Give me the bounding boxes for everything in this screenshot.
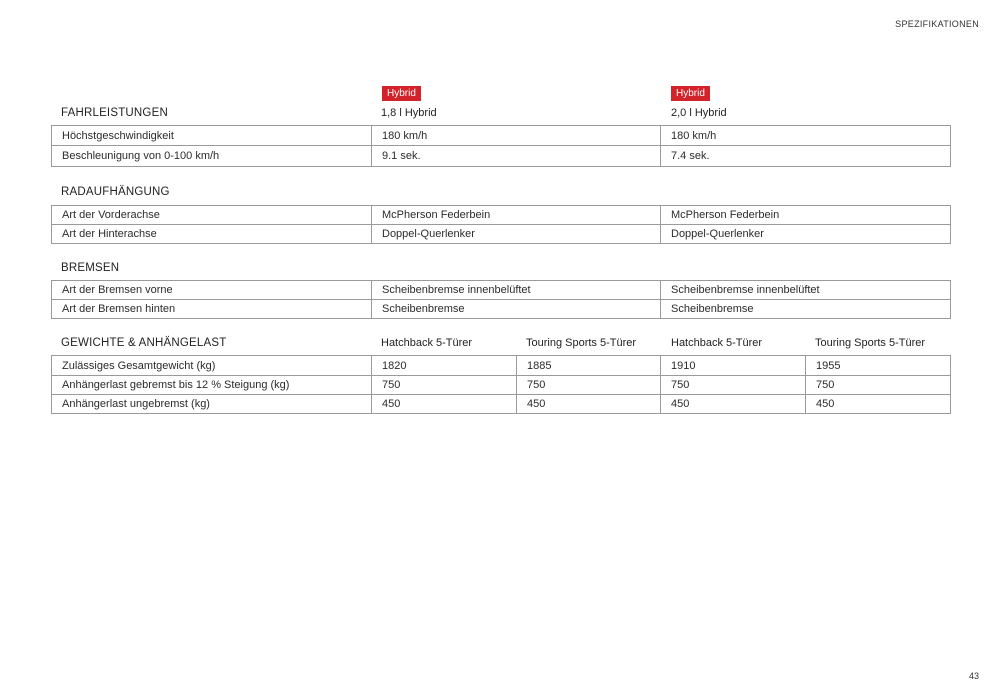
cell-value: Scheibenbremse bbox=[661, 300, 951, 319]
table-row bbox=[52, 281, 951, 300]
cell-value: 9.1 sek. bbox=[372, 146, 661, 167]
cell-value: Scheibenbremse innenbelüftet bbox=[372, 281, 661, 300]
fahrleistungen-title: FAHRLEISTUNGEN bbox=[61, 107, 168, 119]
page-number: 43 bbox=[968, 671, 979, 681]
table-row bbox=[52, 395, 951, 414]
fahrleistungen-table bbox=[51, 125, 951, 167]
row-label: Zulässiges Gesamtgewicht (kg) bbox=[52, 356, 372, 376]
cell-value: 450 bbox=[661, 395, 806, 414]
cell-value: 1955 bbox=[806, 356, 951, 376]
cell-value: 450 bbox=[517, 395, 661, 414]
row-label: Art der Hinterachse bbox=[52, 225, 372, 244]
cell-value: 450 bbox=[372, 395, 517, 414]
row-label: Art der Bremsen vorne bbox=[52, 281, 372, 300]
table-row bbox=[52, 356, 951, 376]
row-label: Anhängerlast ungebremst (kg) bbox=[52, 395, 372, 414]
cell-value: Doppel-Querlenker bbox=[661, 225, 951, 244]
cell-value: 750 bbox=[517, 376, 661, 395]
gewichte-header bbox=[51, 333, 950, 349]
radaufhaengung-title: RADAUFHÄNGUNG bbox=[61, 186, 170, 198]
row-label: Art der Vorderachse bbox=[52, 206, 372, 225]
bremsen-title: BREMSEN bbox=[61, 262, 120, 274]
cell-value: 180 km/h bbox=[372, 126, 661, 146]
table-row bbox=[52, 206, 951, 225]
column-header: Touring Sports 5-Türer bbox=[815, 337, 926, 349]
fahrleistungen-header bbox=[51, 103, 950, 119]
cell-value: Scheibenbremse bbox=[372, 300, 661, 319]
table-row bbox=[52, 146, 951, 167]
bremsen-header bbox=[51, 258, 950, 274]
gewichte-table bbox=[51, 355, 951, 414]
bremsen-table bbox=[51, 280, 951, 319]
section-header-label: SPEZIFIKATIONEN bbox=[895, 19, 979, 29]
cell-value: 7.4 sek. bbox=[661, 146, 951, 167]
cell-value: Doppel-Querlenker bbox=[372, 225, 661, 244]
table-row bbox=[52, 225, 951, 244]
cell-value: 450 bbox=[806, 395, 951, 414]
gewichte-title: GEWICHTE & ANHÄNGELAST bbox=[61, 337, 227, 349]
radaufhaengung-header bbox=[51, 182, 950, 198]
cell-value: 750 bbox=[806, 376, 951, 395]
cell-value: Scheibenbremse innenbelüftet bbox=[661, 281, 951, 300]
cell-value: McPherson Federbein bbox=[661, 206, 951, 225]
hybrid-badge-2: Hybrid bbox=[671, 86, 710, 101]
column-header: Hatchback 5-Türer bbox=[671, 337, 763, 349]
row-label: Anhängerlast gebremst bis 12 % Steigung (kg) bbox=[52, 376, 372, 395]
cell-value: 750 bbox=[661, 376, 806, 395]
column-header: Touring Sports 5-Türer bbox=[526, 337, 637, 349]
cell-value: 180 km/h bbox=[661, 126, 951, 146]
row-label: Höchstgeschwindigkeit bbox=[52, 126, 372, 146]
cell-value: 1820 bbox=[372, 356, 517, 376]
table-row bbox=[52, 300, 951, 319]
table-row bbox=[52, 376, 951, 395]
model-1-name: 1,8 l Hybrid bbox=[381, 107, 437, 119]
cell-value: 750 bbox=[372, 376, 517, 395]
cell-value: 1885 bbox=[517, 356, 661, 376]
cell-value: McPherson Federbein bbox=[372, 206, 661, 225]
cell-value: 1910 bbox=[661, 356, 806, 376]
table-row bbox=[52, 126, 951, 146]
radaufhaengung-table bbox=[51, 205, 951, 244]
row-label: Beschleunigung von 0-100 km/h bbox=[52, 146, 372, 167]
row-label: Art der Bremsen hinten bbox=[52, 300, 372, 319]
model-2-name: 2,0 l Hybrid bbox=[671, 107, 727, 119]
hybrid-badge-1: Hybrid bbox=[382, 86, 421, 101]
column-header: Hatchback 5-Türer bbox=[381, 337, 473, 349]
